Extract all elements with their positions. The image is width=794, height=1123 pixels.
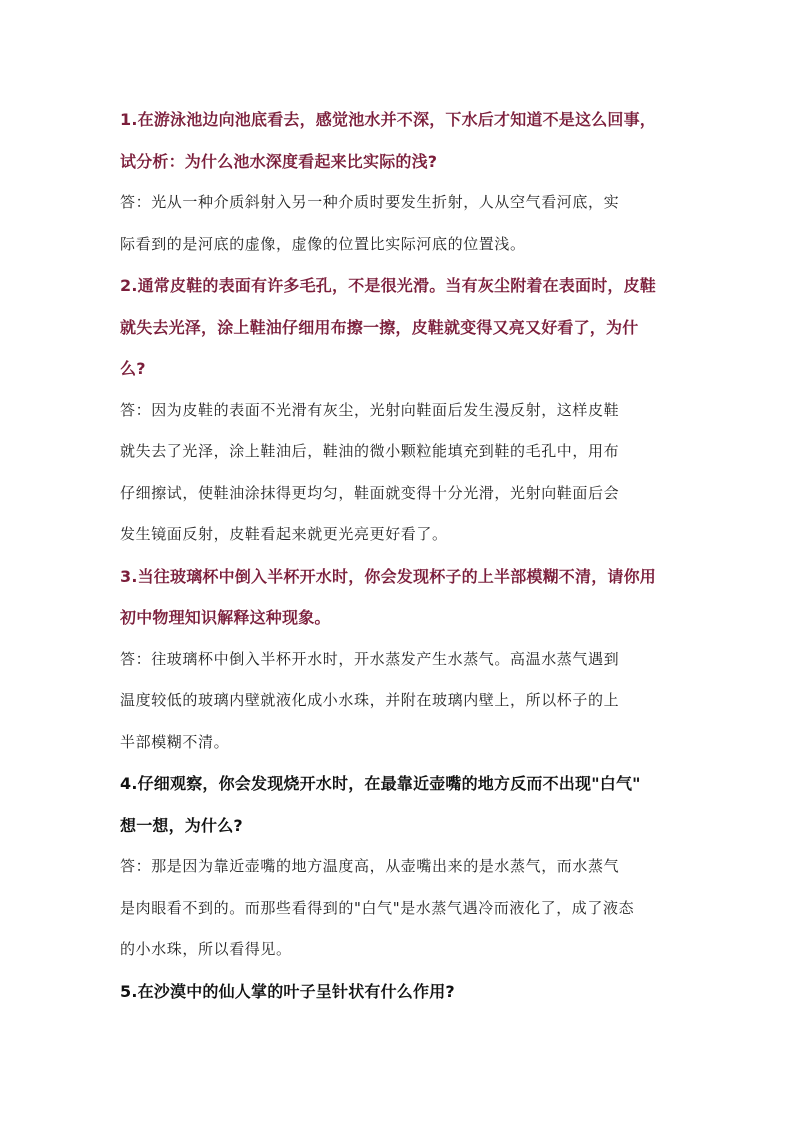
- question-4: [120, 763, 676, 846]
- question-1: [120, 99, 676, 182]
- question-line: 就失去光泽，涂上鞋油仔细用布擦一擦，皮鞋就变得又亮又好看了，为什: [120, 317, 639, 337]
- question-line: 试分析：为什么池水深度看起来比实际的浅?: [120, 151, 438, 171]
- answer-line: 际看到的是河底的虚像，虚像的位置比实际河底的位置浅。: [120, 234, 526, 253]
- answer-line: 答：光从一种介质斜射入另一种介质时要发生折射，人从空气看河底，实: [120, 193, 620, 211]
- answer-line: 答：因为皮鞋的表面不光滑有灰尘，光射向鞋面后发生漫反射，这样皮鞋: [120, 400, 620, 419]
- answer-line: 答：那是因为靠近壶嘴的地方温度高，从壶嘴出来的是水蒸气，而水蒸气: [120, 857, 620, 875]
- answer-line: 温度较低的玻璃内壁就液化成小水珠，并附在玻璃内壁上，所以杯子的上: [120, 691, 620, 709]
- answer-line: 半部模糊不清。: [120, 732, 230, 751]
- question-line: 4.仔细观察，你会发现烧开水时，在最靠近壶嘴的地方反而不出现"白气": [120, 774, 641, 793]
- answer-line: 答：往玻璃杯中倒入半杯开水时，开水蒸发产生水蒸气。高温水蒸气遇到: [120, 649, 620, 668]
- question-5: [120, 971, 676, 1013]
- question-line: 初中物理知识解释这种现象。: [120, 608, 331, 627]
- answer-line: 的小水珠，所以看得见。: [120, 940, 292, 958]
- answer-line: 是肉眼看不到的。而那些看得到的"白气"是水蒸气遇冷而液化了，成了液态: [120, 898, 635, 917]
- question-line: 2.通常皮鞋的表面有许多毛孔，不是很光滑。当有灰尘附着在表面时，皮鞋: [120, 276, 657, 295]
- question-line: 1.在游泳池边向池底看去，感觉池水并不深，下水后才知道不是这么回事，: [120, 110, 657, 129]
- question-line: 3.当往玻璃杯中倒入半杯开水时，你会发现杯子的上半部模糊不清，请你用: [120, 566, 657, 586]
- answer-3: [120, 639, 676, 764]
- question-line: 想一想，为什么?: [120, 815, 243, 835]
- answer-line: 发生镜面反射，皮鞋看起来就更光亮更好看了。: [120, 525, 448, 543]
- answer-line: 就失去了光泽，涂上鞋油后，鞋油的微小颗粒能填充到鞋的毛孔中，用布: [120, 442, 620, 460]
- answer-line: 仔细擦试，使鞋油涂抹得更均匀，鞋面就变得十分光滑，光射向鞋面后会: [120, 483, 620, 502]
- answer-4: [120, 846, 676, 971]
- qa-content: [120, 99, 676, 1012]
- question-line: 么?: [120, 359, 146, 378]
- question-line: 5.在沙漠中的仙人掌的叶子呈针状有什么作用?: [120, 981, 455, 1001]
- question-2: [120, 265, 676, 390]
- question-3: [120, 556, 676, 639]
- answer-2: [120, 390, 676, 556]
- answer-1: [120, 182, 676, 265]
